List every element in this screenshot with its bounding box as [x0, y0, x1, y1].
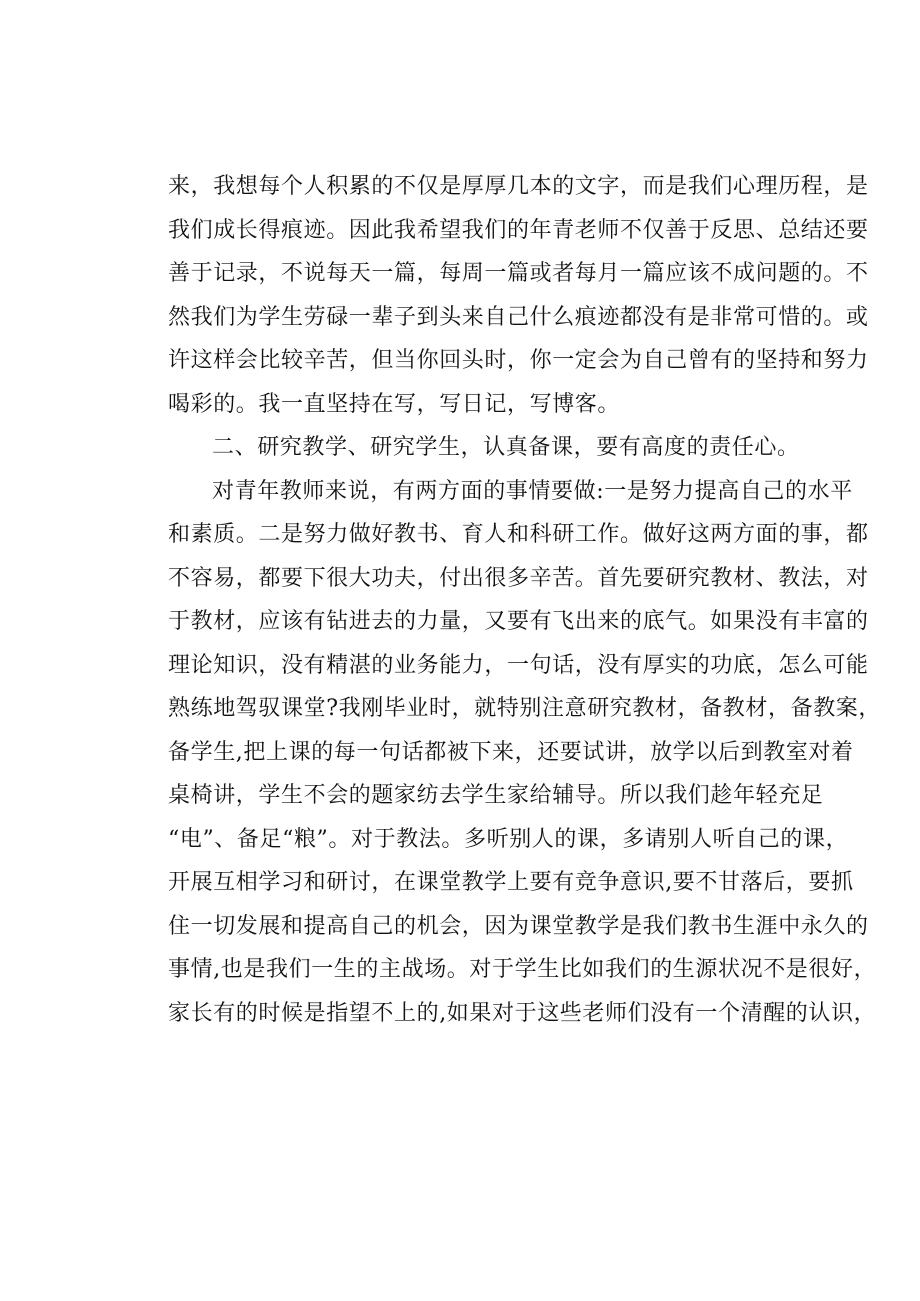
paragraph-line: 开展互相学习和研讨，在课堂教学上要有竞争意识,要不甘落后，要抓	[168, 870, 854, 895]
body-text	[168, 165, 881, 1035]
paragraph-line: 于教材，应该有钻进去的力量，又要有飞出来的底气。如果没有丰富的	[168, 609, 869, 634]
paragraph-line: 家长有的时候是指望不上的,如果对于这些老师们没有一个清醒的认识，	[168, 1000, 877, 1026]
paragraph-line: 住一切发展和提高自己的机会，因为课堂教学是我们教书生涯中永久的	[168, 913, 869, 939]
text-line: 来，我想每个人积累的不仅是厚厚几本的文字，而是我们心理历程，是	[168, 174, 869, 199]
text-line: 我们成长得痕迹。因此我希望我们的年青老师不仅善于反思、总结还要	[168, 217, 869, 243]
paragraph-line: 备学生,把上课的每一句话都被下来，还要试讲，放学以后到教室对着	[168, 739, 854, 765]
text-line: 善于记录，不说每天一篇，每周一篇或者每月一篇应该不成问题的。不	[168, 261, 869, 286]
text-line: 然我们为学生劳碌一辈子到头来自己什么痕迹都没有是非常可惜的。或	[168, 304, 869, 330]
paragraph-line: 不容易，都要下很大功夫，付出很多辛苦。首先要研究教材、教法，对	[168, 565, 869, 591]
paragraph-line: 熟练地驾驭课堂?我刚毕业时，就特别注意研究教材，备教材，备教案，	[168, 696, 881, 721]
paragraph-line: 桌椅讲，学生不会的题家纺去学生家给辅导。所以我们趁年轻充足	[168, 783, 824, 808]
paragraph-line: “电”、备足“粮”。对于教法。多听别人的课，多请别人听自己的课，	[168, 826, 849, 852]
text-line: 许这样会比较辛苦，但当你回头时，你一定会为自己曾有的坚持和努力	[168, 348, 869, 373]
paragraph-line: 和素质。二是努力做好教书、育人和科研工作。做好这两方面的事，都	[168, 522, 869, 547]
paragraph-line: 事情,也是我们一生的主战场。对于学生比如我们的生源状况不是很好，	[168, 957, 877, 982]
paragraph-line: 对青年教师来说，有两方面的事情要做:一是努力提高自己的水平	[212, 478, 853, 504]
paragraph-line: 理论知识，没有精湛的业务能力，一句话，没有厚实的功底，怎么可能	[168, 652, 869, 678]
section-heading: 二、研究教学、研究学生，认真备课，要有高度的责任心。	[212, 435, 800, 460]
text-line: 喝彩的。我一直坚持在写，写日记，写博客。	[168, 391, 621, 417]
